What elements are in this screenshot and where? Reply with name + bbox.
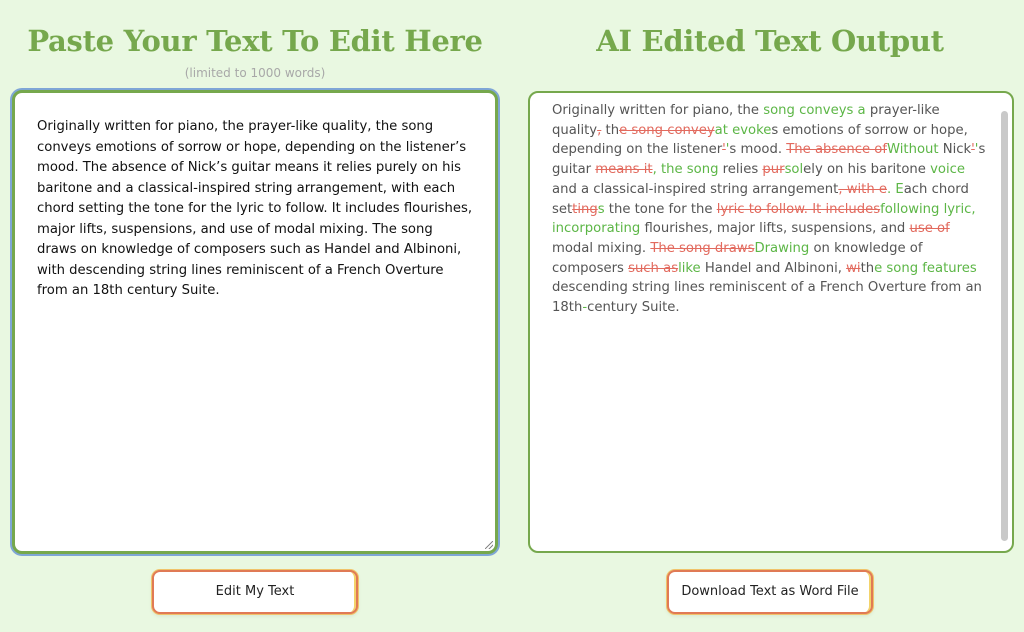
unchanged-text: ach chord set (552, 181, 969, 217)
unchanged-text: ely on his baritone (803, 162, 931, 178)
deleted-text: lyric to follow. It includes (716, 201, 881, 217)
output-text-content (552, 101, 986, 318)
input-panel-title: Paste Your Text To Edit Here (27, 24, 483, 58)
unchanged-text: s emotions of sorrow or hope, depending on the listener (552, 122, 968, 158)
unchanged-text: s mood. (729, 142, 787, 158)
output-panel-title: AI Edited Text Output (596, 24, 944, 58)
unchanged-text: relies (718, 162, 763, 178)
inserted-text: e song features (874, 260, 977, 276)
unchanged-text: Nick (938, 142, 972, 158)
output-scrollbar[interactable] (1001, 111, 1008, 541)
inserted-text: at evoke (714, 122, 772, 138)
unchanged-text: flourishes, major lifts, suspensions, and (640, 221, 910, 237)
unchanged-text: s guitar (552, 142, 986, 178)
unchanged-text: on knowledge of composers (552, 240, 923, 276)
deleted-text: The absence of (786, 142, 887, 158)
edited-text-output (528, 91, 1014, 553)
unchanged-text: descending string lines reminiscent of a French Overture from an 18th (552, 280, 982, 316)
inserted-text: , the song (652, 162, 719, 178)
inserted-text: song conveys a (763, 103, 866, 118)
unchanged-text: and a classical-inspired string arrangement (552, 181, 839, 197)
inserted-text: voice (930, 162, 965, 178)
inserted-text: - (582, 300, 588, 316)
edit-my-text-button[interactable]: Edit My Text (152, 570, 358, 614)
inserted-text: ' (725, 142, 730, 158)
deleted-text: such as (628, 260, 679, 276)
inserted-text: Drawing (754, 240, 810, 256)
deleted-text: wi (846, 260, 861, 276)
deleted-text: ting (572, 201, 598, 217)
inserted-text: following lyric, incorporating (552, 201, 976, 237)
inserted-text: like (678, 260, 701, 276)
unchanged-text: Originally written for piano, the (552, 103, 764, 118)
unchanged-text: Handel and Albinoni, (700, 260, 847, 276)
inserted-text: Without (887, 142, 939, 158)
deleted-text: pur (762, 162, 785, 178)
inserted-text: sol (784, 162, 804, 178)
inserted-text: . E (887, 181, 904, 197)
inserted-text: ' (974, 142, 979, 158)
unchanged-text: th (860, 260, 875, 276)
deleted-text: , (597, 122, 602, 138)
deleted-text: The song draws (650, 240, 755, 256)
deleted-text: ' (971, 142, 975, 158)
unchanged-text: century Suite. (587, 300, 680, 316)
word-limit-note: (limited to 1000 words) (184, 66, 326, 80)
deleted-text: ' (722, 142, 726, 158)
unchanged-text: modal mixing. (552, 240, 651, 256)
deleted-text: means it (595, 162, 653, 178)
inserted-text: s (597, 201, 605, 217)
deleted-text: , with e (838, 181, 887, 197)
text-input-area[interactable] (12, 90, 498, 554)
deleted-text: e song convey (619, 122, 715, 138)
input-text-content[interactable]: Originally written for piano, the prayer-like quality, the song conveys emotions of sorrow or hope, depending on the listener’s mood. The absence of Nick’s guitar means it relies purely on his baritone and a classical-inspired string arrangement, with each chord setting the tone for the lyric to follow. It includes flourishes, major lifts, suspensions, and use of modal mixing. The song draws on knowledge of composers such as Handel and Albinoni, with descending string lines reminiscent of a French Overture from an 18th century Suite. (37, 119, 473, 298)
download-word-file-button[interactable]: Download Text as Word File (667, 570, 873, 614)
resize-handle-icon[interactable] (485, 541, 493, 549)
deleted-text: use of (909, 221, 950, 237)
unchanged-text: th (601, 122, 620, 138)
unchanged-text: the tone for the (604, 201, 717, 217)
unchanged-text: prayer-like quality (552, 103, 940, 138)
